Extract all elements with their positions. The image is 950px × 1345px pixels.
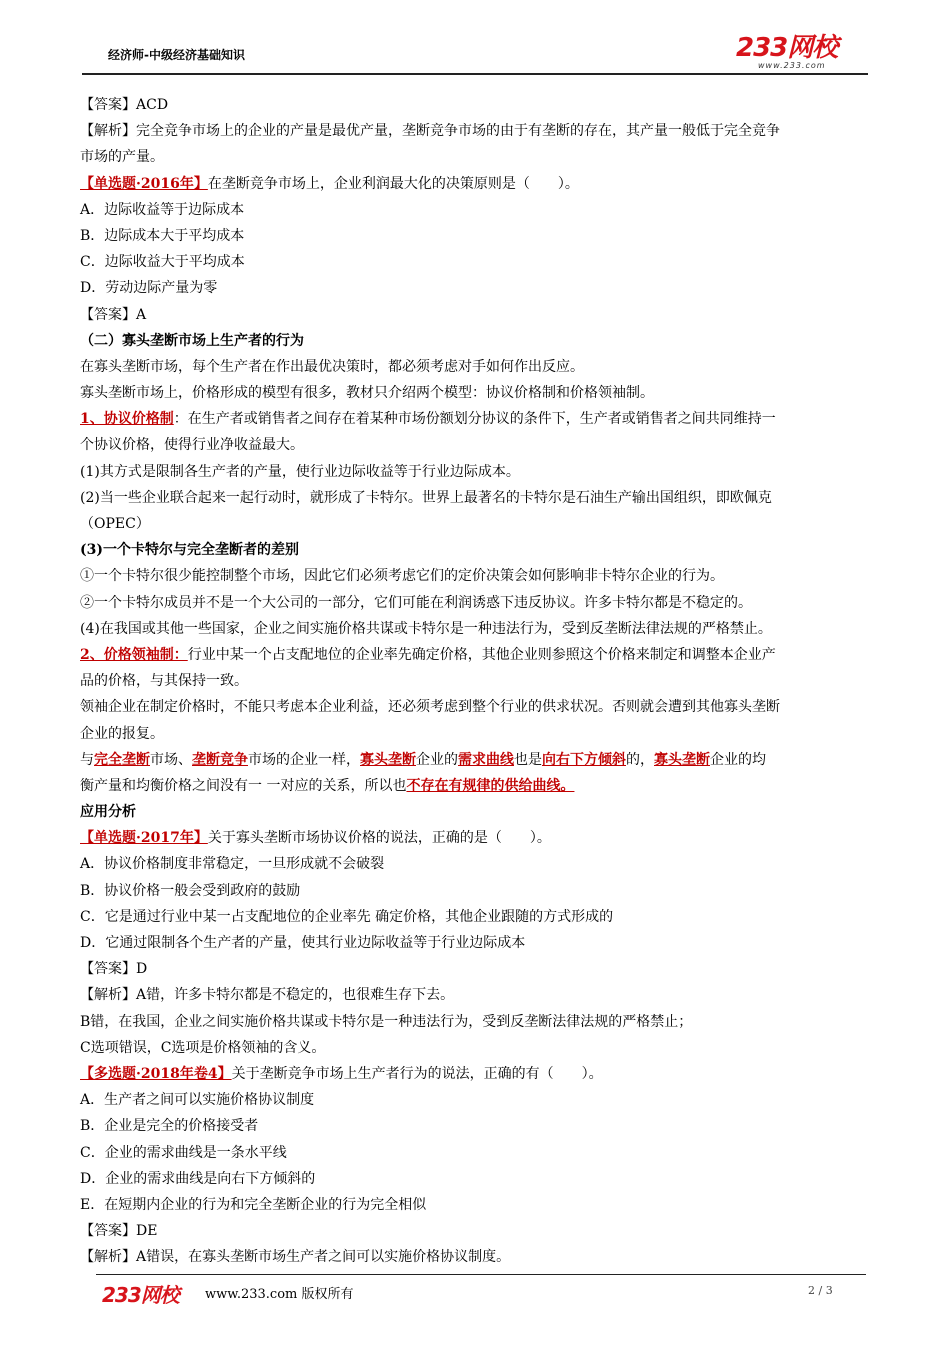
option-line: B．企业是完全的价格接受者 (80, 1118, 259, 1135)
highlight-line (80, 747, 870, 773)
footer-copyright: www.233.com 版权所有 (205, 1287, 354, 1302)
text-span: 衡产量和均衡价格之间没有一 一对应的关系，所以也 (80, 777, 407, 794)
option-line: A．协议价格制度非常稳定，一旦形成就不会破裂 (80, 856, 385, 873)
text-span: 企业的 (416, 751, 458, 768)
text-line: 市场的产量。 (80, 149, 164, 166)
answer-line: 【答案】A (80, 306, 147, 323)
analysis-line: 【解析】A错，许多卡特尔都是不稳定的，也很难生存下去。 (80, 987, 455, 1004)
term-label: 2、价格领袖制： (80, 646, 188, 663)
logo-url: www.233.com (758, 61, 826, 70)
highlight-term: 寡头垄断 (654, 751, 710, 768)
header-divider (82, 73, 868, 75)
highlight-term: 寡头垄断 (360, 751, 416, 768)
text-line: （OPEC） (80, 516, 150, 532)
question-tag: 【单选题·2016年】 (80, 175, 208, 192)
sub-heading: (3)一个卡特尔与完全垄断者的差别 (80, 542, 299, 559)
option-line: A．生产者之间可以实施价格协议制度 (80, 1092, 315, 1109)
definition-text: 行业中某一个占支配地位的企业率先确定价格，其他企业则参照这个价格来制定和调整本企业产 (187, 646, 776, 663)
option-line: E．在短期内企业的行为和完全垄断企业的行为完全相似 (80, 1196, 427, 1213)
option-line: D．企业的需求曲线是向右下方倾斜的 (80, 1170, 316, 1187)
definition-line (80, 406, 870, 432)
option-line: C．企业的需求曲线是一条水平线 (80, 1144, 287, 1161)
text-span: 与 (80, 751, 94, 768)
text-line: 领袖企业在制定价格时，不能只考虑本企业利益，还必须考虑到整个行业的供求状况。否则就会遭到其他寡头垄断 (80, 699, 780, 716)
answer-line: 【答案】D (80, 961, 148, 978)
analysis-line: C选项错误，C选项是价格领袖的含义。 (80, 1039, 326, 1056)
text-span: 市场、 (150, 751, 192, 768)
option-line: B．协议价格一般会受到政府的鼓励 (80, 882, 301, 899)
text-line: 企业的报复。 (80, 725, 164, 742)
document-header-title: 经济师-中级经济基础知识 (108, 48, 245, 62)
question-text: 关于垄断竞争市场上生产者行为的说法，正确的有（ ）。 (231, 1065, 603, 1082)
question-text: 关于寡头垄断市场协议价格的说法，正确的是（ ）。 (207, 830, 551, 847)
text-line: ①一个卡特尔很少能控制整个市场，因此它们必须考虑它们的定价决策会如何影响非卡特尔企业的行为。 (80, 568, 724, 585)
term-label: 1、协议价格制 (80, 411, 174, 428)
page-number: 2 / 3 (808, 1284, 833, 1297)
highlight-line (80, 773, 870, 799)
option-line: B．边际成本大于平均成本 (80, 227, 245, 244)
highlight-term: 不存在有规律的供给曲线。 (406, 777, 575, 794)
brand-logo (736, 34, 866, 74)
answer-line: 【答案】DE (80, 1223, 158, 1240)
analysis-line: 【解析】完全竞争市场上的企业的产量是最优产量，垄断竞争市场的由于有垄断的存在，其产量一般低于完全竞争 (80, 123, 780, 140)
text-line: (2)当一些企业联合起来一起行动时，就形成了卡特尔。世界上最著名的卡特尔是石油生产输出国组织，即欧佩克 (80, 489, 772, 506)
text-line: 在寡头垄断市场，每个生产者在作出最优决策时，都必须考虑对手如何作出反应。 (80, 358, 584, 375)
footer-divider (96, 1274, 866, 1275)
analysis-line: B错，在我国，企业之间实施价格共谋或卡特尔是一种违法行为，受到反垄断法律法规的严格禁止； (80, 1013, 693, 1030)
highlight-term: 向右下方倾斜 (542, 751, 626, 768)
definition-text: ：在生产者或销售者之间存在着某种市场份额划分协议的条件下，生产者或销售者之间共同维持一 (173, 411, 776, 428)
section-heading: （二）寡头垄断市场上生产者的行为 (80, 332, 304, 349)
question-tag: 【多选题·2018年卷4】 (80, 1065, 232, 1082)
question-line (80, 825, 870, 851)
text-line: 个协议价格，使得行业净收益最大。 (80, 437, 304, 454)
answer-line: 【答案】ACD (80, 97, 169, 113)
option-line: C．边际收益大于平均成本 (80, 254, 245, 271)
sub-heading: 应用分析 (80, 804, 136, 821)
text-span: 的， (626, 751, 654, 768)
text-line: 寡头垄断市场上，价格形成的模型有很多，教材只介绍两个模型：协议价格制和价格领袖制。 (80, 385, 654, 402)
option-line: D．它通过限制各个生产者的产量，使其行业边际收益等于行业边际成本 (80, 935, 526, 951)
question-text: 在垄断竞争市场上，企业利润最大化的决策原则是（ ）。 (207, 175, 579, 192)
text-line: (1)其方式是限制各生产者的产量，使行业边际收益等于行业边际成本。 (80, 463, 520, 480)
question-tag: 【单选题·2017年】 (80, 830, 208, 847)
definition-line (80, 642, 870, 668)
text-span: 也是 (514, 751, 542, 768)
text-line: (4)在我国或其他一些国家，企业之间实施价格共谋或卡特尔是一种违法行为，受到反垄断法律法规的严格禁止。 (80, 620, 772, 637)
highlight-term: 需求曲线 (458, 751, 514, 768)
highlight-term: 垄断竞争 (192, 751, 248, 768)
text-line: ②一个卡特尔成员并不是一个大公司的一部分，它们可能在利润诱惑下违反协议。许多卡特尔都是不稳定的。 (80, 594, 752, 611)
logo-text: 233网校 (736, 33, 838, 63)
highlight-term: 完全垄断 (94, 751, 150, 768)
option-line: C．它是通过行业中某一占支配地位的企业率先 确定价格，其他企业跟随的方式形成的 (80, 908, 614, 925)
text-line: 品的价格，与其保持一致。 (80, 673, 248, 690)
option-line: D．劳动边际产量为零 (80, 280, 218, 297)
analysis-line: 【解析】A错误，在寡头垄断市场生产者之间可以实施价格协议制度。 (80, 1249, 511, 1266)
question-line (80, 171, 870, 197)
text-span: 市场的企业一样， (248, 751, 360, 768)
document-body (80, 92, 870, 1270)
footer-logo: 233网校 (102, 1283, 179, 1307)
question-line (80, 1061, 870, 1087)
text-span: 企业的均 (710, 751, 766, 768)
option-line: A．边际收益等于边际成本 (80, 201, 245, 218)
